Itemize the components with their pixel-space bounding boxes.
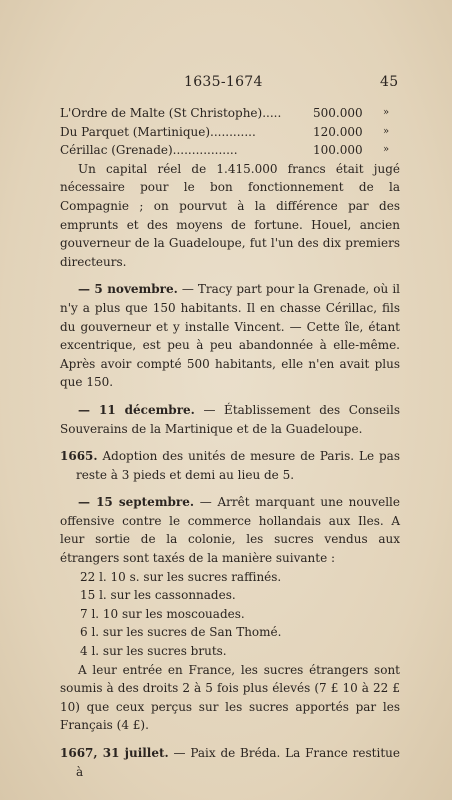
- shareholder-amount: 500.000: [313, 106, 363, 120]
- page-header: [0, 74, 452, 94]
- entry-date: — 5 novembre.: [78, 282, 178, 297]
- shareholder-amount: 120.000: [313, 124, 363, 139]
- page-number: 45: [380, 74, 399, 90]
- entry-date: 1667, 31 juillet.: [60, 746, 169, 760]
- shareholder-amount: 100.000: [313, 143, 363, 158]
- page-body: [60, 104, 400, 781]
- paragraph-import-duties: A leur entrée en France, les sucres étrangers sont soumis à des droits 2 à 5 fois plus élevés (7 £ 10 à 22 £ 10) que ceux perçus sur les sucres apportés par les Français (4 £).: [60, 662, 400, 733]
- entry-1667: [60, 744, 400, 781]
- tax-list: [60, 568, 400, 661]
- entry-date: — 15 septembre.: [78, 495, 195, 510]
- entry-text: — Paix de Bréda. La France restitue à: [76, 746, 400, 779]
- list-item: 22 l. 10 s. sur les sucres raffinés.: [80, 569, 282, 584]
- table-row: [60, 123, 400, 142]
- entry-text: — Établissement des Conseils Souverains de la Martinique et de la Guadeloupe.: [60, 402, 400, 436]
- entry-text: Adoption des unités de mesure de Paris. Le pas reste à 3 pieds et demi au lieu de 5.: [76, 449, 400, 482]
- entry-text: — Arrêt marquant une nouvelle offensive contre le commerce hollandais aux Iles. A leur sortie de la colonie, les sucres vendus aux étrangers sont taxés de la manière suivante :: [60, 495, 400, 566]
- list-item: 6 l. sur les sucres de San Thomé.: [80, 625, 282, 640]
- entry-date: 1665.: [60, 449, 98, 464]
- list-item: 15 l. sur les cassonnades.: [80, 588, 236, 603]
- entry-11-decembre: [60, 401, 400, 438]
- shareholder-name: Du Parquet (Martinique)............: [60, 124, 256, 139]
- table-row: [60, 104, 400, 123]
- table-row: [60, 141, 400, 160]
- entry-text: — Tracy part pour la Grenade, où il n'y a plus que 150 habitants. Il en chasse Cérillac, fils du gouverneur et y installe Vincent. — Cette île, étant excentrique, est peu à peu abandonnée à elle-même. Après avoir compté 500 habitants, elle n'en avait plus que 150.: [60, 282, 401, 390]
- entry-1665: [60, 447, 400, 484]
- ditto-mark: »: [383, 107, 390, 118]
- ditto-mark: »: [383, 125, 390, 137]
- entry-date: — 11 décembre.: [78, 402, 195, 417]
- running-title: 1635-1674: [184, 74, 263, 90]
- list-item: 4 l. sur les sucres bruts.: [80, 644, 227, 659]
- capital-table: [60, 104, 400, 160]
- list-item: 7 l. 10 sur les moscouades.: [80, 606, 245, 621]
- entry-5-novembre: [60, 280, 400, 392]
- shareholder-name: L'Ordre de Malte (St Christophe).....: [60, 106, 282, 120]
- ditto-mark: »: [383, 144, 390, 156]
- shareholder-name: Cérillac (Grenade).................: [60, 143, 238, 158]
- paragraph-capital: Un capital réel de 1.415.000 francs était jugé nécessaire pour le bon fonctionnement de la Compagnie ; on pourvut à la différence par des emprunts et des moyens de fortune. Houel, ancien gouverneur de la Guadeloupe, fut l'un des dix premiers directeurs.: [60, 161, 400, 269]
- entry-15-septembre: [60, 493, 400, 567]
